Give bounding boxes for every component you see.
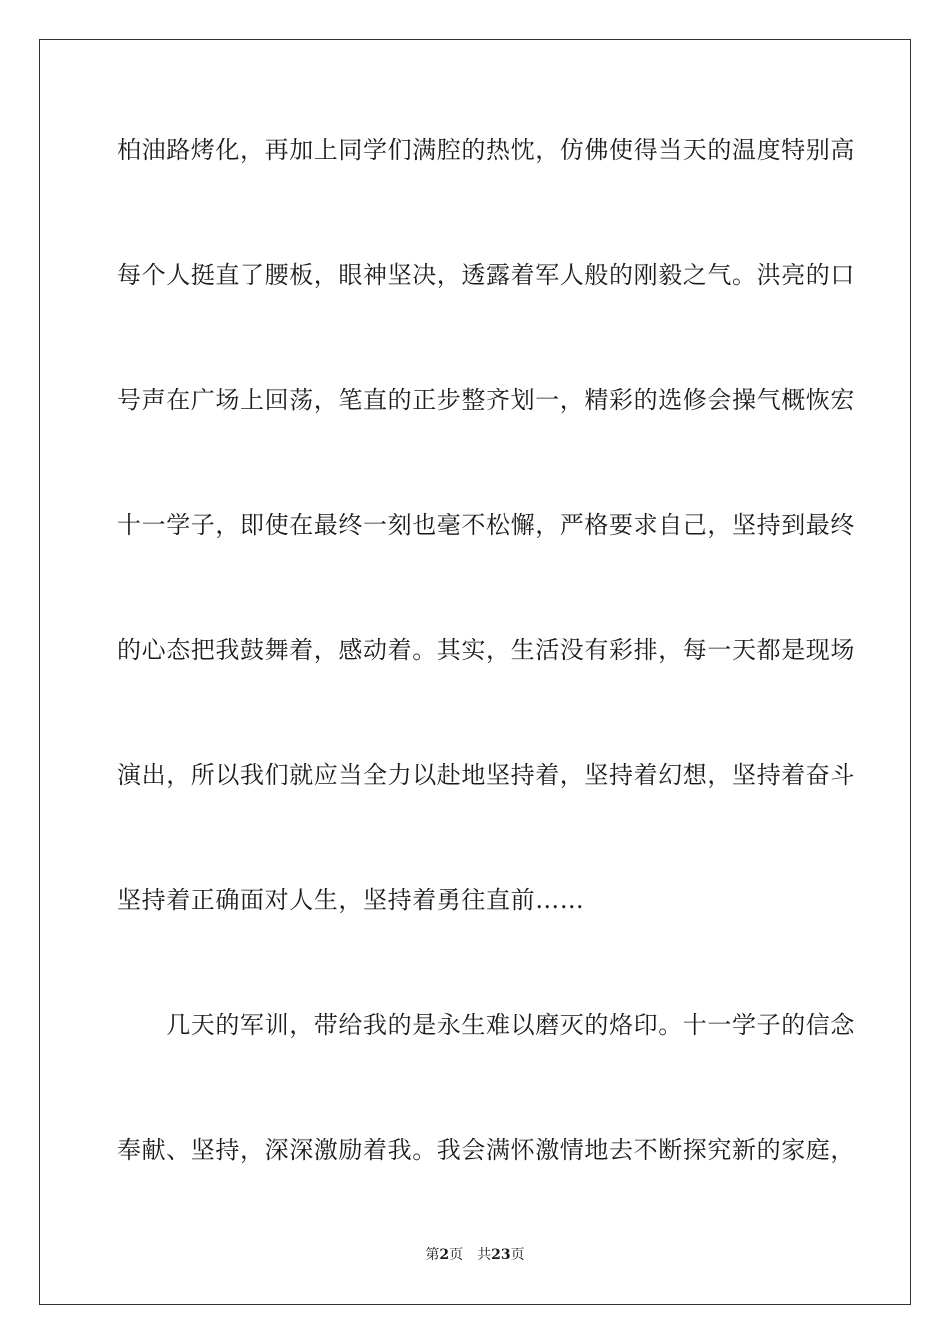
text-line-9: 奉献、坚持，深深激励着我。我会满怀激情地去不断探究新的家庭， <box>117 1136 855 1164</box>
total-pages: 23 <box>491 1247 511 1263</box>
page-footer <box>0 1245 950 1265</box>
text-line-4: 十一学子，即使在最终一刻也毫不松懈，严格要求自己，坚持到最终 <box>117 511 855 539</box>
page-unit: 页 <box>449 1247 464 1263</box>
total-prefix: 共 <box>477 1247 492 1263</box>
page-number: 2 <box>439 1247 450 1263</box>
total-unit: 页 <box>510 1247 525 1263</box>
page-border <box>39 39 911 1305</box>
text-line-7: 坚持着正确面对人生，坚持着勇往直前…… <box>117 886 585 914</box>
text-line-1: 柏油路烤化，再加上同学们满腔的热忱，仿佛使得当天的温度特别高 <box>117 136 855 164</box>
text-line-5: 的心态把我鼓舞着，感动着。其实，生活没有彩排，每一天都是现场 <box>117 636 855 664</box>
text-line-2: 每个人挺直了腰板，眼神坚决，透露着军人般的刚毅之气。洪亮的口 <box>117 261 855 289</box>
page-prefix: 第 <box>425 1247 440 1263</box>
text-line-8: 几天的军训，带给我的是永生难以磨灭的烙印。十一学子的信念 <box>117 1011 855 1039</box>
text-line-3: 号声在广场上回荡，笔直的正步整齐划一，精彩的选修会操气概恢宏 <box>117 386 855 414</box>
text-line-6: 演出，所以我们就应当全力以赴地坚持着，坚持着幻想，坚持着奋斗 <box>117 761 855 789</box>
